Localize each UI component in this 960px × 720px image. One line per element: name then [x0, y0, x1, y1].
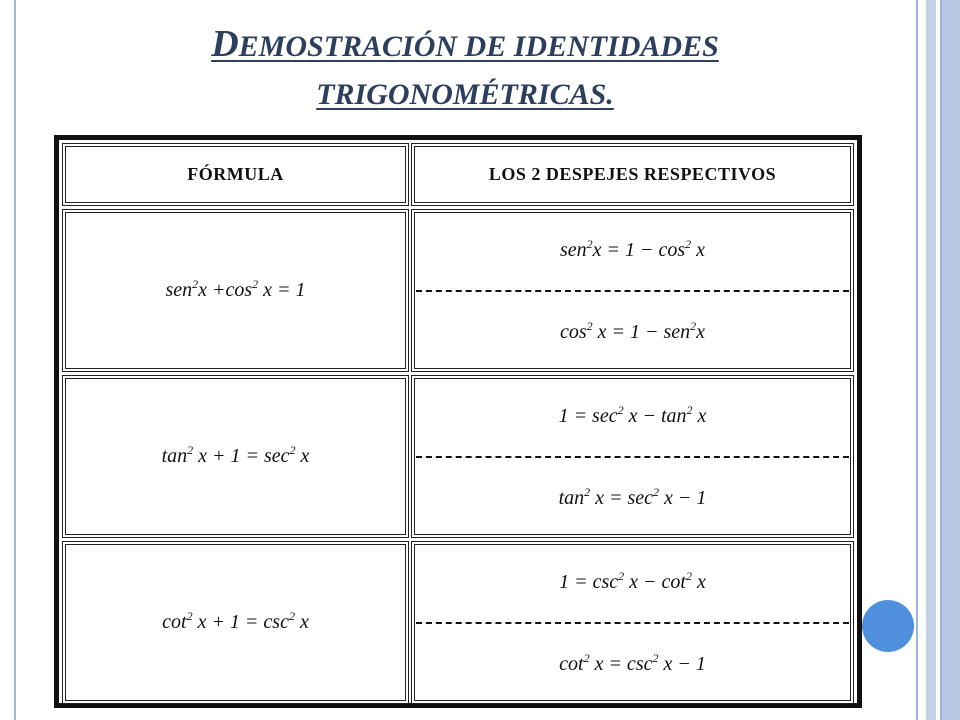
accent-circle — [862, 600, 914, 652]
formula-1: $sen^2x +\cos^2$ x = 1 — [165, 277, 306, 301]
table-row-1-despejes — [411, 209, 854, 372]
deco-bar-3 — [940, 0, 960, 720]
slide-left-rule — [14, 0, 16, 720]
table-row-2-formula — [62, 375, 409, 538]
deco-bar-2 — [926, 0, 936, 720]
table-row-1-formula — [62, 209, 409, 372]
despeje-3b: $\cot^2 x = \csc^2 x - 1$ — [559, 650, 706, 675]
header-formula: FÓRMULA — [62, 143, 409, 206]
despeje-2a: $1 = \sec^2 x - \tan^2 x$ — [558, 402, 707, 427]
formula-3: $\cot^2 x + 1 = \csc^2 x$ — [162, 609, 309, 633]
title-line-1 — [60, 20, 870, 71]
header-despejes: LOS 2 DESPEJES RESPECTIVOS — [411, 143, 854, 206]
despeje-1a: $sen^2x = 1 - \cos^2 x$ — [559, 236, 706, 261]
table-row-3-formula — [62, 541, 409, 704]
despeje-3a: $1 = \csc^2 x - \cot^2 x$ — [559, 568, 706, 593]
table-row-3-despejes — [411, 541, 854, 704]
slide-right-decoration — [916, 0, 960, 720]
table-row-2-despejes — [411, 375, 854, 538]
title-line-2: TRIGONOMÉTRICAS. — [316, 78, 614, 111]
slide-title — [60, 20, 870, 119]
despeje-1b: $\cos^2 x = 1 - sen^2x$ — [559, 318, 706, 343]
title-line1-text: EMOSTRACIÓN DE IDENTIDADES — [238, 30, 719, 63]
identities-table — [54, 135, 862, 708]
deco-bar-1 — [916, 0, 924, 720]
formula-2: $\tan^2 x + 1 = \sec^2 x$ — [161, 443, 310, 467]
despeje-2b: $\tan^2 x = \sec^2 x - 1$ — [558, 484, 707, 509]
title-initial: D — [211, 23, 239, 65]
